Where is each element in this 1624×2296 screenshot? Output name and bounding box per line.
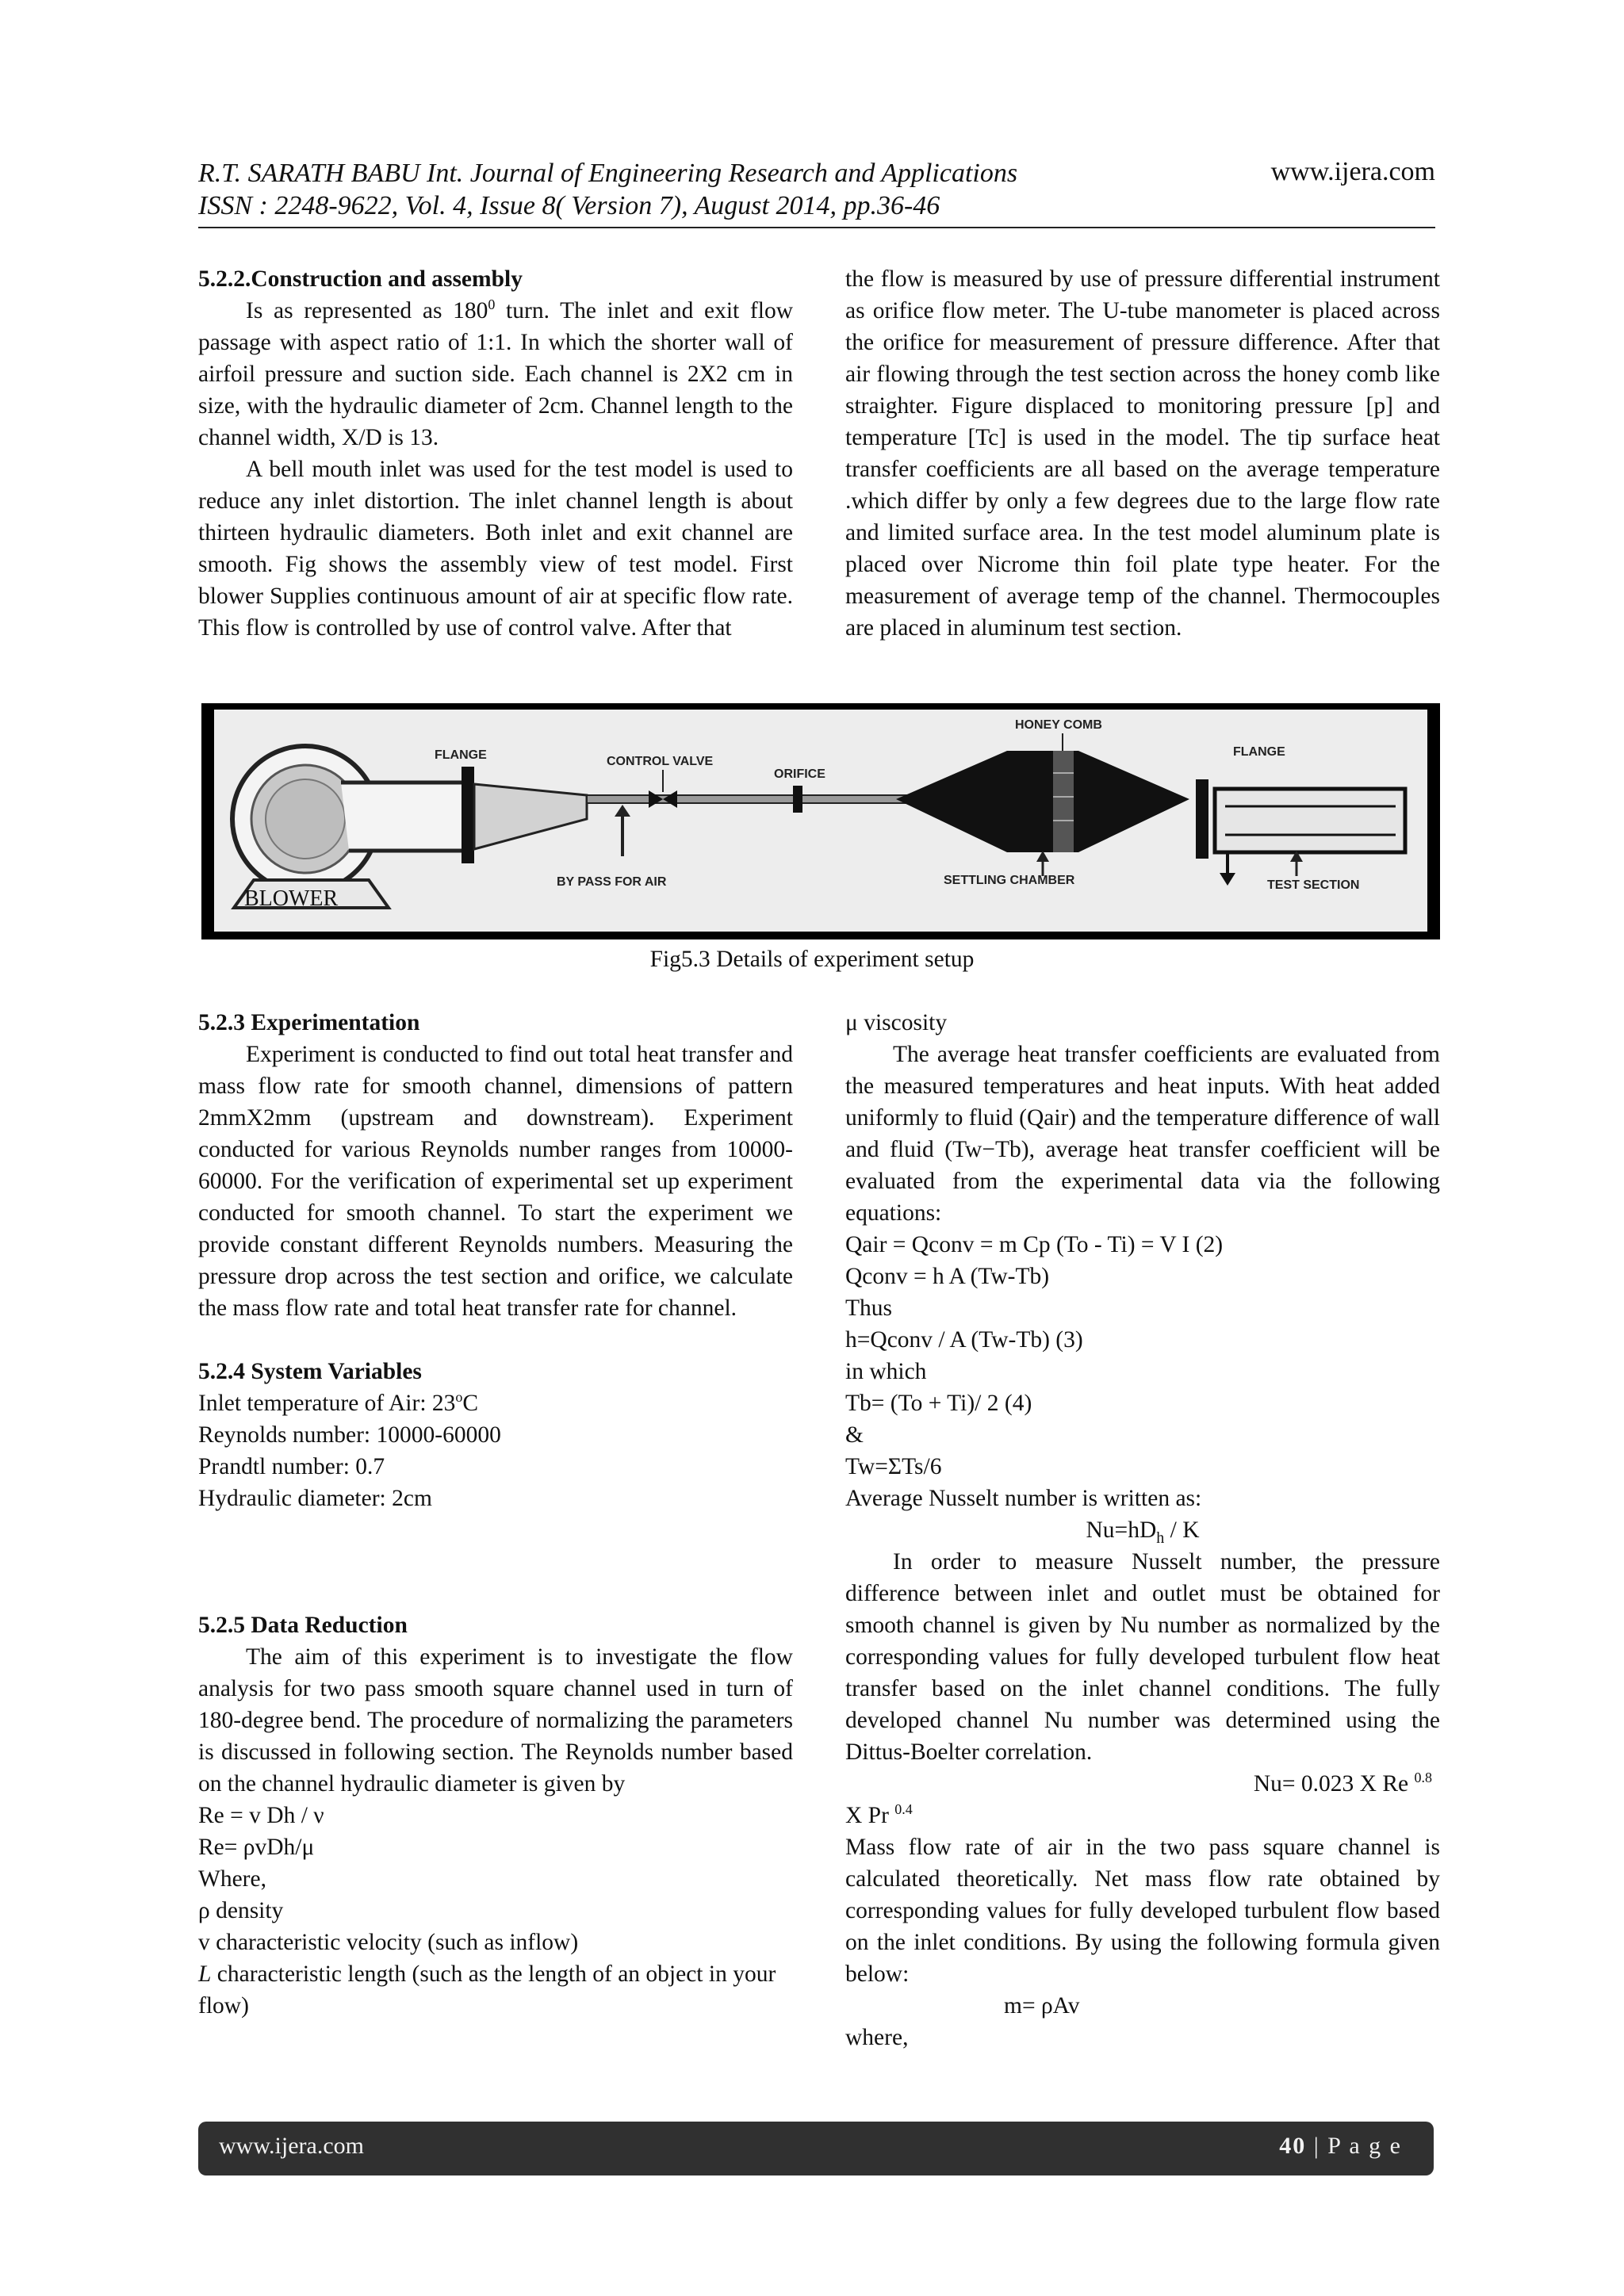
experiment-setup-diagram (214, 710, 1427, 932)
section-heading-system-variables: 5.2.4 System Variables (198, 1359, 422, 1384)
flange-left-drawing (462, 767, 474, 863)
definition-viscosity: μ viscosity (845, 1010, 948, 1035)
header-rule (198, 227, 1435, 228)
variable-inlet-temperature: Inlet temperature of Air: 23$^o$C (198, 1389, 479, 1416)
paragraph-construction-2: A bell mouth inlet was used for the test model is used to reduce any inlet distortion. The inlet channel length is about thirteen hydraulic diameters. Both inlet and exit channel are smooth. Fig shows the assembly view of test model. First blower Supplies continuous amount of air at specific flow rate. This flow is controlled by use of control valve. After that (198, 457, 793, 641)
definition-velocity: v characteristic velocity (such as inflow) (198, 1930, 579, 1955)
footer-page-number: 40 | P a g e (1279, 2133, 1402, 2159)
orifice-drawing (793, 786, 802, 813)
text-in-which: in which (845, 1359, 927, 1384)
label-test-section: TEST SECTION (1267, 878, 1360, 892)
label-blower: BLOWER (244, 886, 339, 911)
settling-chamber-drawing (896, 751, 1189, 852)
test-section-drawing (1215, 789, 1405, 852)
experiment-setup-figure (201, 703, 1440, 939)
section-heading-data-reduction: 5.2.5 Data Reduction (198, 1613, 408, 1638)
equation-tb: Tb= (To + Ti)/ 2 (4) (845, 1391, 1032, 1416)
text-thus: Thus (845, 1295, 892, 1321)
text-nusselt-intro: Average Nusselt number is written as: (845, 1486, 1202, 1511)
honey-comb-drawing (1053, 751, 1074, 852)
label-flange-left: FLANGE (435, 748, 487, 762)
right-column-top (845, 263, 1440, 644)
left-column-bottom (198, 1007, 793, 2022)
blower-drawing (232, 746, 468, 908)
right-column-bottom (845, 1007, 1440, 2053)
header-site-link[interactable]: www.ijera.com (1270, 157, 1435, 186)
equation-tw: Tw=ΣTs/6 (845, 1454, 942, 1479)
left-column-top (198, 263, 793, 644)
equation-nusselt: $Nu=hD_h / K$ (1086, 1517, 1200, 1547)
paragraph-experimentation: Experiment is conducted to find out total heat transfer and mass flow rate for smooth channel, dimensions of pattern 2mmX2mm (upstream and downstream). Experiment conducted for various Reynolds number ranges from 10000-60000. For the verification of experimental set up experiment conducted for smooth channel. To start the experiment we provide constant different Reynolds numbers. Measuring the pressure drop across the test section and orifice, we calculate the mass flow rate and total heat transfer rate for channel. (198, 1042, 793, 1321)
equation-re-2: Re= ρvDh/μ (198, 1835, 315, 1860)
paragraph-flow-measurement: the flow is measured by use of pressure differential instrument as orifice flow meter. The U-tube manometer is placed across the orifice for measurement of pressure difference. After that air flowing through the test section across the honey comb like straighter. Figure displaced to monitoring pressure [p] and temperature [Tc] is used in the model. The tip surface heat transfer coefficients are all based on the average temperature .which differ by only a few degrees due to the large flow rate and limited surface area. In the test model aluminum plate is placed over Nicrome thin foil plate type heater. For the measurement of average temp of the channel. Thermocouples are placed in aluminum test section. (845, 266, 1440, 641)
text-where-final: where, (845, 2025, 909, 2050)
label-orifice: ORIFICE (774, 767, 825, 781)
equation-dittus-boelter-pr: X Pr $^{0.4}$ (845, 1801, 913, 1828)
equation-qconv: Qconv = h A (Tw-Tb) (845, 1264, 1050, 1289)
label-flange-right: FLANGE (1233, 745, 1285, 759)
paragraph-mass-flow: Mass flow rate of air in the two pass square channel is calculated theoretically. Net mass flow rate obtained by corresponding values for fully developed turbulent flow based on the inlet conditions. By using the following formula given below: (845, 1835, 1440, 1987)
equation-h: h=Qconv / A (Tw-Tb) (3) (845, 1327, 1083, 1353)
paragraph-nusselt: In order to measure Nusselt number, the pressure difference between inlet and outlet must be obtained for smooth channel is given by Nu number as normalized by the corresponding values for fully developed turbulent flow heat transfer based on the inlet channel conditions. The fully developed channel Nu number was determined using the Dittus-Boelter correlation. (845, 1549, 1440, 1765)
figure-caption: Fig5.3 Details of experiment setup (649, 947, 975, 972)
paragraph-construction-1: Is as represented as $180^0$ turn. The inlet and exit flow passage with aspect ratio of 1:1. In which the shorter wall of airfoil pressure and suction side. Each channel is 2X2 cm in size, with the hydraulic diameter of 2cm. Channel length to the channel width, X/D is 13. (198, 297, 794, 450)
variable-hydraulic-diameter: Hydraulic diameter: 2cm (198, 1486, 432, 1511)
header-issn-line: ISSN : 2248-9622, Vol. 4, Issue 8( Version 7), August 2014, pp.36-46 (198, 191, 940, 220)
text-where: Where, (198, 1866, 266, 1892)
definition-length: L characteristic length (such as the length of an object in your flow) (198, 1961, 776, 2019)
section-heading-construction: 5.2.2.Construction and assembly (198, 266, 523, 292)
flange-right-drawing (1196, 779, 1208, 859)
label-control-valve: CONTROL VALVE (607, 755, 714, 768)
section-heading-experimentation: 5.2.3 Experimentation (198, 1010, 420, 1035)
equation-dittus-boelter: Nu= 0.023 X Re $^{0.8}$ (1253, 1770, 1432, 1797)
variable-prandtl: Prandtl number: 0.7 (198, 1454, 385, 1479)
page-footer (198, 2122, 1434, 2175)
control-valve-drawing (649, 790, 663, 808)
paragraph-data-reduction: The aim of this experiment is to investigate the flow analysis for two pass smooth square channel used in turn of 180-degree bend. The procedure of normalizing the parameters is discussed in following section. The Reynolds number based on the channel hydraulic diameter is given by (198, 1644, 793, 1797)
label-honey-comb: HONEY COMB (1015, 718, 1102, 732)
variable-reynolds: Reynolds number: 10000-60000 (198, 1422, 501, 1448)
label-settling-chamber: SETTLING CHAMBER (944, 874, 1075, 887)
text-ampersand: & (845, 1422, 864, 1448)
running-header (198, 157, 1435, 222)
equation-qair: Qair = Qconv = m Cp (To - Ti) = V I (2) (845, 1232, 1224, 1257)
footer-site-link[interactable]: www.ijera.com (219, 2133, 364, 2159)
converging-duct (474, 784, 587, 849)
equation-re-1: Re = v Dh / ν (198, 1803, 324, 1828)
definition-density: ρ density (198, 1898, 284, 1923)
header-journal-line: R.T. SARATH BABU Int. Journal of Engineering Research and Applications (198, 159, 1018, 188)
label-bypass: BY PASS FOR AIR (557, 875, 667, 889)
paragraph-heat-transfer: The average heat transfer coefficients are evaluated from the measured temperatures and heat inputs. With heat added uniformly to fluid (Qair) and the temperature difference of wall and fluid (Tw−Tb), average heat transfer coefficient will be evaluated from the experimental data via the following equations: (845, 1042, 1440, 1226)
equation-mass-flow: m= ρAv (1004, 1993, 1080, 2019)
